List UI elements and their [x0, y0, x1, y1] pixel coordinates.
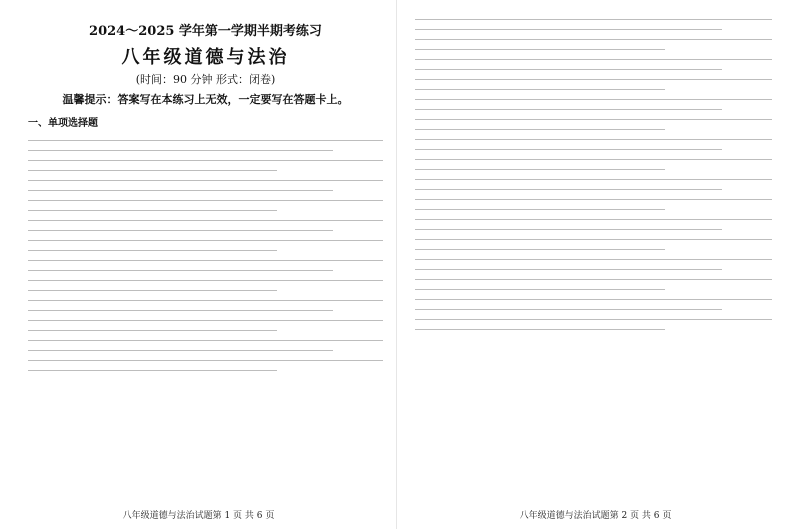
text-line	[415, 199, 772, 200]
text-line	[415, 79, 772, 80]
text-line	[28, 240, 383, 241]
text-line	[28, 150, 333, 151]
text-line	[415, 149, 722, 150]
page-2	[397, 0, 794, 529]
question-area-left	[28, 140, 383, 371]
text-line	[28, 160, 383, 161]
text-line	[415, 159, 772, 160]
text-line	[28, 230, 333, 231]
text-line	[415, 69, 722, 70]
text-line	[28, 330, 277, 331]
text-line	[415, 249, 665, 250]
text-line	[415, 29, 722, 30]
text-line	[28, 280, 383, 281]
text-line	[415, 189, 722, 190]
text-line	[28, 260, 383, 261]
question-area-right	[415, 19, 772, 330]
text-line	[415, 139, 772, 140]
text-line	[28, 220, 383, 221]
text-line	[28, 190, 333, 191]
text-line	[415, 49, 665, 50]
text-line	[28, 200, 383, 201]
text-line	[28, 310, 333, 311]
page-1-content	[28, 10, 383, 503]
exam-title: 2024～2025 学年第一学期半期考练习	[89, 24, 322, 39]
text-line	[28, 320, 383, 321]
exam-info: (时间：90 分钟 形式：闭卷)	[135, 73, 276, 86]
text-line	[28, 250, 277, 251]
text-line	[415, 89, 665, 90]
text-line	[415, 129, 665, 130]
text-line	[415, 119, 772, 120]
text-line	[415, 229, 722, 230]
text-line	[415, 309, 722, 310]
text-line	[28, 140, 383, 141]
text-line	[415, 319, 772, 320]
text-line	[415, 279, 772, 280]
page-2-footer: 八年级道德与法治试题第 2 页 共 6 页	[519, 511, 672, 521]
text-line	[28, 360, 383, 361]
text-line	[415, 269, 722, 270]
section-heading: 一、单项选择题	[28, 118, 98, 129]
text-line	[415, 169, 665, 170]
text-line	[415, 239, 772, 240]
text-line	[415, 39, 772, 40]
text-line	[28, 370, 277, 371]
text-line	[415, 109, 722, 110]
page-1-footer: 八年级道德与法治试题第 1 页 共 6 页	[122, 511, 275, 521]
exam-header	[28, 20, 383, 87]
text-line	[415, 179, 772, 180]
text-line	[415, 259, 772, 260]
text-line	[415, 299, 772, 300]
page-2-content	[415, 10, 772, 503]
text-line	[28, 170, 277, 171]
text-line	[28, 290, 277, 291]
text-line	[415, 59, 772, 60]
text-line	[28, 180, 383, 181]
text-line	[415, 289, 665, 290]
text-line	[28, 210, 277, 211]
text-line	[28, 300, 383, 301]
text-line	[415, 329, 665, 330]
text-line	[28, 350, 333, 351]
text-line	[28, 340, 383, 341]
exam-notice: 温馨提示：答案写在本练习上无效，一定要写在答题卡上。	[62, 93, 349, 106]
text-line	[415, 19, 772, 20]
text-line	[415, 209, 665, 210]
text-line	[415, 99, 772, 100]
text-line	[28, 270, 333, 271]
text-line	[415, 219, 772, 220]
exam-subject: 八年级道德与法治	[121, 47, 290, 68]
